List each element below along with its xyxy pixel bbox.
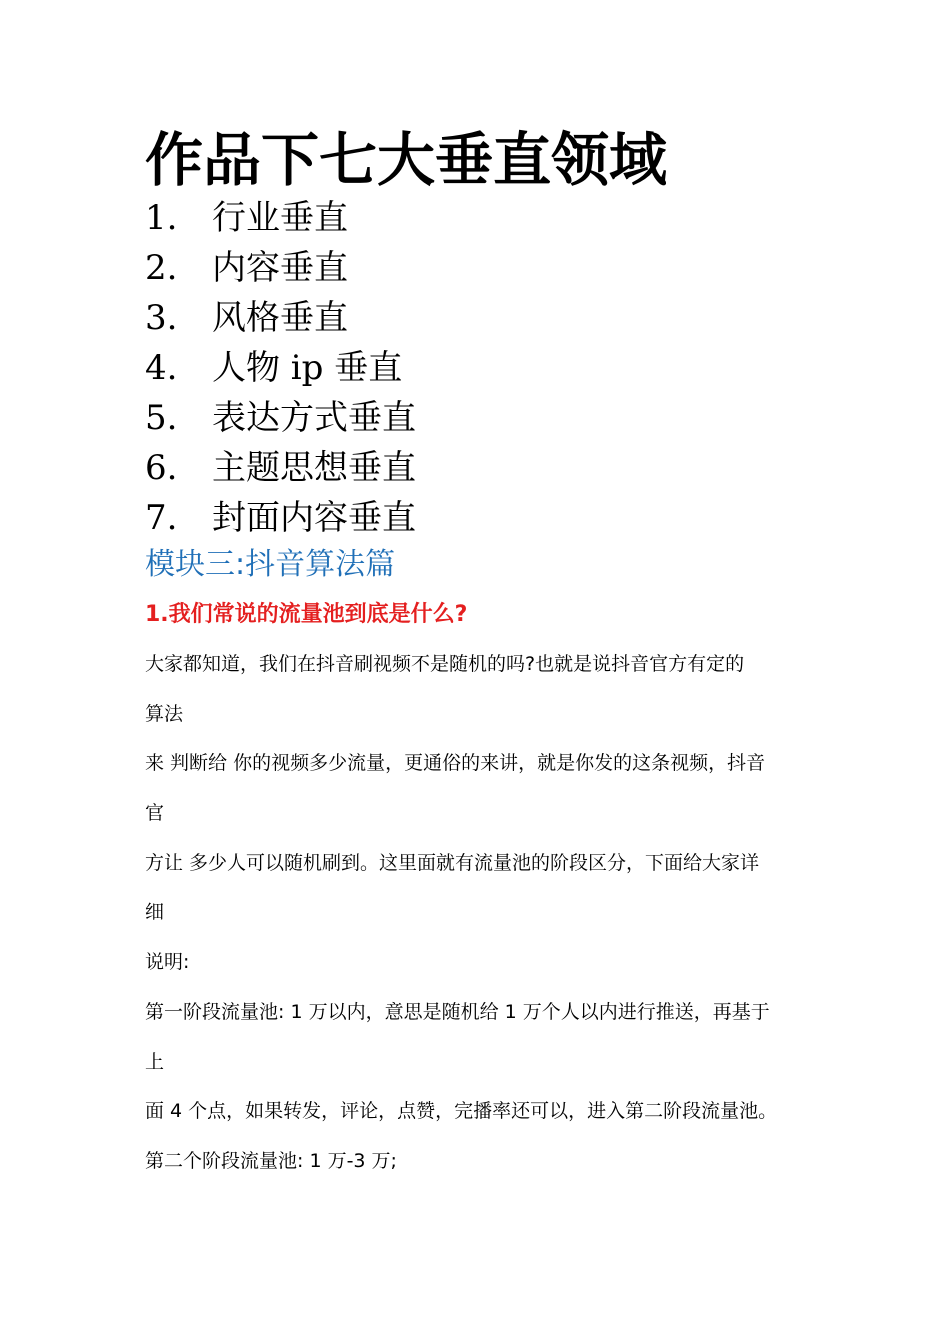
- body-line: 上: [145, 1050, 165, 1073]
- list-item-text: 表达方式垂直: [212, 398, 416, 438]
- question-heading: 1.我们常说的流量池到底是什么?: [145, 602, 468, 627]
- list-item-number: 3.: [145, 298, 178, 338]
- body-line: 说明:: [145, 951, 190, 974]
- list-item-number: 1.: [145, 198, 178, 238]
- page-title: 作品下七大垂直领域: [145, 126, 668, 194]
- list-item-number: 2.: [145, 248, 178, 288]
- list-item-number: 6.: [145, 448, 178, 488]
- module-heading: 模块三:抖音算法篇: [145, 547, 396, 582]
- list-item: [145, 443, 416, 493]
- list-item: [145, 393, 416, 443]
- body-line: 大家都知道，我们在抖音刷视频不是随机的吗?也就是说抖音官方有定的: [145, 653, 745, 675]
- body-line: 方让 多少人可以随机刷到。这里面就有流量池的阶段区分，下面给大家详: [145, 851, 760, 874]
- list-item-number: 5.: [145, 398, 178, 438]
- body-line: 第二个阶段流量池: 1 万-3 万;: [145, 1149, 397, 1172]
- vertical-domain-list: [145, 193, 416, 543]
- list-item: [145, 243, 416, 293]
- list-item: [145, 343, 416, 393]
- list-item-number: 4.: [145, 348, 178, 388]
- list-item-text: 行业垂直: [212, 198, 348, 238]
- list-item-text: 内容垂直: [212, 248, 348, 288]
- body-text: [145, 640, 777, 1187]
- body-line: 官: [145, 802, 165, 825]
- list-item-number: 7.: [145, 498, 178, 538]
- list-item: [145, 293, 416, 343]
- body-line: 细: [145, 901, 165, 924]
- list-item-text: 主题思想垂直: [212, 448, 416, 488]
- list-item: [145, 193, 416, 243]
- list-item: [145, 493, 416, 543]
- body-line: 算法: [145, 702, 184, 725]
- body-line: 来 判断给 你的视频多少流量，更通俗的来讲，就是你发的这条视频，抖音: [145, 752, 766, 775]
- list-item-text: 风格垂直: [212, 298, 348, 338]
- list-item-text: 封面内容垂直: [212, 498, 416, 538]
- list-item-text: 人物 ip 垂直: [212, 348, 403, 388]
- body-line: 第一阶段流量池: 1 万以内，意思是随机给 1 万个人以内进行推送，再基于: [145, 1000, 770, 1023]
- body-line: 面 4 个点，如果转发，评论，点赞，完播率还可以，进入第二阶段流量池。: [145, 1100, 778, 1123]
